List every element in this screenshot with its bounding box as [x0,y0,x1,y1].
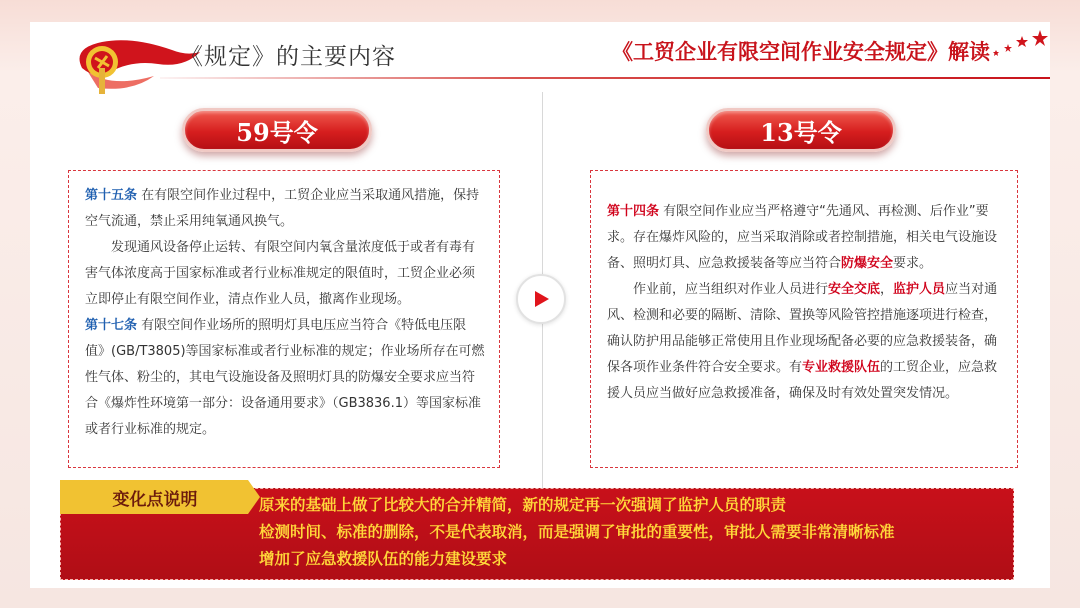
safety-briefing-highlight: 安全交底 [828,282,881,297]
slide [30,22,1050,588]
order-13-pill: 13号令 [706,108,896,152]
article-14-text-b: 要求。 [893,256,933,271]
article-15-label: 第十五条 [85,188,138,203]
para2-text-c: 的工贸企业，应急救援人员应当做好应急救援准备，确保及时有效处置突发情况。 [607,360,998,401]
article-14-paragraph-2 [607,277,1003,407]
play-button[interactable] [516,274,566,324]
para2-text-a: 作业前，应当组织对作业人员进行 [633,282,829,297]
article-14-text-a: 有限空间作业应当严格遵守“先通风、再检测、后作业”要求。存在爆炸风险的，应当采取消除或者控制措施，相关电气设施设备、照明灯具、应急救援装备等应当符合 [607,204,998,271]
article-17-text: 有限空间作业场所的照明灯具电压应当符合《特低电压限值》(GB/T3805)等国家标准或者行业标准的规定；作业场所存在可燃性气体、粉尘的，其电气设施设备及照明灯具的防爆安全要求应当符合《爆炸性环境第一部分：设备通用要求》（GB3836.1）等国家标准或者行业标准的规定。 [85,318,485,437]
play-icon [530,288,552,310]
change-note-line: 增加了应急救援队伍的能力建设要求 [259,550,508,568]
change-label: 变化点说明 [112,489,198,510]
rescue-team-highlight: 专业救援队伍 [802,360,881,375]
section-title: 《规定》的主要内容 [180,44,396,70]
change-notes [259,492,895,573]
article-14-label: 第十四条 [607,204,660,219]
header-rule [160,77,1050,79]
stars-icon [982,24,1052,64]
para2-text-b: 应当对通风、检测和必要的隔断、清除、置换等风险管控措施逐项进行检查，确认防护用品能够正常使用且作业现场配备必要的应急救援装备，确保各项作业条件符合安全要求。有 [607,282,998,375]
article-14 [607,199,1003,277]
change-note-line: 检测时间、标准的删除，不是代表取消，而是强调了审批的重要性，审批人需要非常清晰标准 [259,523,895,541]
deck-title: 《工贸企业有限空间作业安全规定》解读 [612,40,990,64]
article-15-text: 在有限空间作业过程中，工贸企业应当采取通风措施，保持空气流通，禁止采用纯氧通风换气。 [85,188,480,229]
article-17-label: 第十七条 [85,318,138,333]
article-15 [85,183,485,235]
article-17 [85,313,485,443]
guardian-highlight: 监护人员 [893,282,946,297]
order-13-text-box [590,170,1018,468]
para2-separator: ， [880,282,894,297]
order-59-pill: 59号令 [182,108,372,152]
article-15-paragraph-2: 发现通风设备停止运转、有限空间内氧含量浓度低于或者有毒有害气体浓度高于国家标准或者行业标准规定的限值时，工贸企业必须立即停止有限空间作业，清点作业人员，撤离作业现场。 [85,240,476,307]
explosion-proof-highlight: 防爆安全 [841,256,894,271]
change-note-line: 原来的基础上做了比较大的合并精简，新的规定再一次强调了监护人员的职责 [259,496,787,514]
order-59-text-box [68,170,500,468]
